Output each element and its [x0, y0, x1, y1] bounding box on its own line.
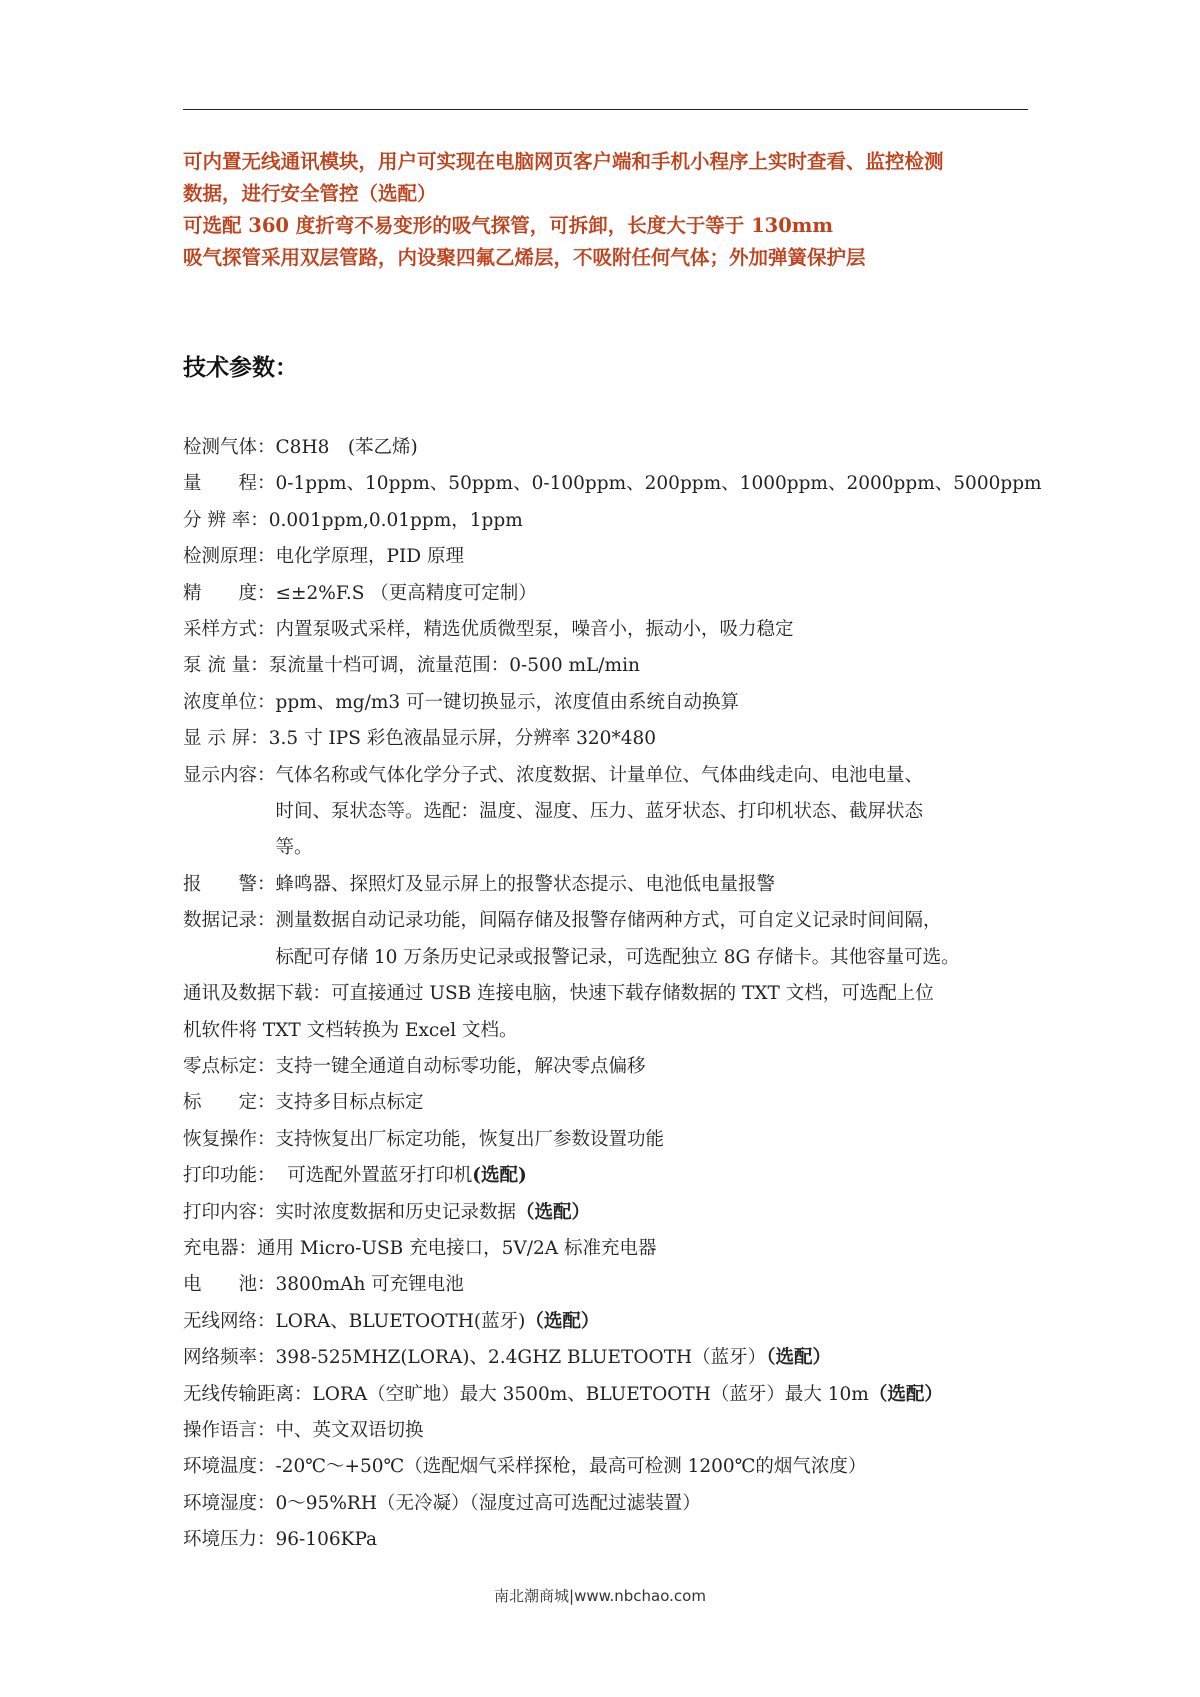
alarm-row [183, 867, 1028, 903]
param-value [313, 1377, 1028, 1413]
param-row [183, 1231, 1028, 1267]
param-value [276, 1304, 1028, 1340]
param-text: 通用 Micro-USB 充电接口，5V/2A 标准充电器 [257, 1237, 657, 1259]
param-label: 分 辨 率： [183, 509, 269, 531]
param-text: 支持一键全通道自动标零功能，解决零点偏移 [275, 1055, 646, 1077]
param-text: 支持多目标点标定 [275, 1092, 424, 1114]
param-row [183, 1158, 1028, 1194]
param-text: 支持恢复出厂标定功能，恢复出厂参数设置功能 [275, 1128, 665, 1150]
param-text: -20℃～+50℃（选配烟气采样探枪，最高可检测 1200℃的烟气浓度） [275, 1456, 867, 1478]
param-label: 无线传输距离： [183, 1383, 313, 1405]
param-value [276, 1195, 1028, 1231]
param-value [276, 903, 1028, 976]
param-row [183, 1340, 1028, 1376]
param-value [276, 758, 1028, 867]
param-label: 显示内容： [183, 764, 276, 786]
optional-tag: (选配) [472, 1165, 527, 1187]
param-row [183, 1267, 1028, 1303]
optional-tag: （选配） [766, 1347, 831, 1369]
param-value: ppm、mg/m3 可一键切换显示，浓度值由系统自动换算 [275, 691, 740, 713]
param-row [183, 1413, 1028, 1449]
param-label: 打印内容： [183, 1201, 276, 1223]
param-value-line: 等。 [275, 837, 313, 859]
feature-line: 可内置无线通讯模块，用户可实现在电脑网页客户端和手机小程序上实时查看、监控检测 [183, 150, 944, 173]
download-line: 通讯及数据下载：可直接通过 USB 连接电脑，快速下载存储数据的 TXT 文档，可选配上位 [183, 983, 934, 1005]
param-value [276, 1449, 1028, 1485]
param-text: 中、英文双语切换 [275, 1419, 424, 1441]
param-row [183, 1195, 1028, 1231]
param-row [183, 685, 1028, 721]
param-label: 泵 流 量： [183, 655, 269, 677]
param-value-line: 测量数据自动记录功能，间隔存储及报警存储两种方式，可自定义记录时间间隔， [275, 910, 942, 932]
feature-line: 数据，进行安全管控（选配） [183, 182, 437, 205]
param-row [183, 1304, 1028, 1340]
section-title: 技术参数： [183, 354, 298, 381]
param-label: 无线网络： [183, 1310, 276, 1332]
param-value [276, 1340, 1028, 1376]
param-row [183, 576, 1028, 612]
param-text: 可选配外置蓝牙打印机 [275, 1165, 473, 1187]
param-value-line: 标配可存储 10 万条历史记录或报警记录，可选配独立 8G 存储卡。其他容量可选。 [275, 946, 960, 968]
param-value: 内置泵吸式采样，精选优质微型泵，噪音小，振动小，吸力稳定 [275, 619, 794, 641]
param-label: 打印功能： [183, 1165, 276, 1187]
param-row [183, 1449, 1028, 1485]
param-row [183, 721, 1028, 757]
param-text: LORA、BLUETOOTH(蓝牙) [275, 1310, 526, 1332]
param-text: 实时浓度数据和历史记录数据 [275, 1201, 517, 1223]
param-label: 环境温度： [183, 1456, 276, 1478]
param-value [276, 1522, 1028, 1558]
param-text: 3800mAh 可充锂电池 [275, 1274, 464, 1296]
param-value [276, 1158, 1028, 1194]
param-value: 蜂鸣器、探照灯及显示屏上的报警状态提示、电池低电量报警 [275, 873, 776, 895]
param-value [276, 1122, 1028, 1158]
param-label: 电 池： [183, 1274, 276, 1296]
param-value-line: 时间、泵状态等。选配：温度、湿度、压力、蓝牙状态、打印机状态、截屏状态 [275, 801, 924, 823]
param-label: 数据记录： [183, 910, 276, 932]
param-text: 0～95%RH（无冷凝）（湿度过高可选配过滤装置） [275, 1492, 701, 1514]
param-row [183, 539, 1028, 575]
param-value [276, 1049, 1028, 1085]
param-label: 量 程： [183, 473, 276, 495]
param-value [276, 1085, 1028, 1121]
param-row [183, 1085, 1028, 1121]
param-text: LORA（空旷地）最大 3500m、BLUETOOTH（蓝牙）最大 10m [312, 1383, 869, 1405]
param-label: 环境压力： [183, 1529, 276, 1551]
feature-line: 可选配 360 度折弯不易变形的吸气探管，可拆卸，长度大于等于 130mm [183, 214, 834, 237]
param-label: 显 示 屏： [183, 728, 269, 750]
param-row [183, 1522, 1028, 1558]
data-record-row [183, 903, 1028, 976]
page-footer: 南北潮商城|www.nbchao.com [494, 1587, 706, 1605]
header-rule [183, 109, 1028, 110]
param-value [276, 1413, 1028, 1449]
param-label: 环境湿度： [183, 1492, 276, 1514]
param-label: 检测气体： [183, 437, 276, 458]
param-label: 网络频率： [183, 1347, 276, 1369]
param-label: 报 警： [183, 873, 276, 895]
param-value: 0-1ppm、10ppm、50ppm、0-100ppm、200ppm、1000ppm、2000ppm、5000ppm [275, 473, 1042, 495]
param-row [183, 648, 1028, 684]
param-label: 浓度单位： [183, 691, 276, 713]
display-content-row [183, 758, 1028, 867]
param-label: 采样方式： [183, 619, 276, 641]
param-label: 零点标定： [183, 1055, 276, 1077]
param-label: 检测原理： [183, 546, 276, 568]
param-value: 泵流量十档可调，流量范围：0-500 mL/min [268, 655, 640, 677]
param-row [183, 430, 1028, 466]
param-row [183, 1486, 1028, 1522]
param-row [183, 1049, 1028, 1085]
param-value: C8H8 (苯乙烯) [275, 437, 418, 458]
param-text: 398-525MHZ(LORA)、2.4GHZ BLUETOOTH（蓝牙） [275, 1347, 767, 1369]
param-row [183, 1377, 1028, 1413]
param-value [276, 1486, 1028, 1522]
param-value: ≤±2%F.S （更高精度可定制） [275, 582, 537, 604]
param-label: 恢复操作： [183, 1128, 276, 1150]
optional-tag: （选配） [525, 1310, 600, 1332]
param-label: 操作语言： [183, 1419, 276, 1441]
optional-tag: （选配） [516, 1201, 591, 1223]
param-value-line: 气体名称或气体化学分子式、浓度数据、计量单位、气体曲线走向、电池电量、 [275, 764, 924, 786]
param-row [183, 612, 1028, 648]
param-label: 充电器： [183, 1237, 258, 1259]
feature-line: 吸气探管采用双层管路，内设聚四氟乙烯层，不吸附任何气体；外加弹簧保护层 [183, 246, 866, 269]
param-label: 标 定： [183, 1092, 276, 1114]
param-row [183, 503, 1028, 539]
download-line: 机软件将 TXT 文档转换为 Excel 文档。 [183, 1019, 518, 1041]
optional-tag: （选配） [868, 1383, 943, 1405]
param-value [257, 1231, 1028, 1267]
feature-list [183, 146, 1028, 274]
param-row [183, 466, 1042, 502]
param-value [276, 1267, 1028, 1303]
param-row [183, 1122, 1028, 1158]
param-value: 3.5 寸 IPS 彩色液晶显示屏，分辨率 320*480 [268, 728, 657, 750]
param-label: 精 度： [183, 582, 276, 604]
param-value: 电化学原理，PID 原理 [275, 546, 464, 568]
param-list [183, 430, 1042, 1559]
param-text: 96-106KPa [275, 1529, 378, 1551]
param-value: 0.001ppm,0.01ppm，1ppm [268, 509, 523, 531]
